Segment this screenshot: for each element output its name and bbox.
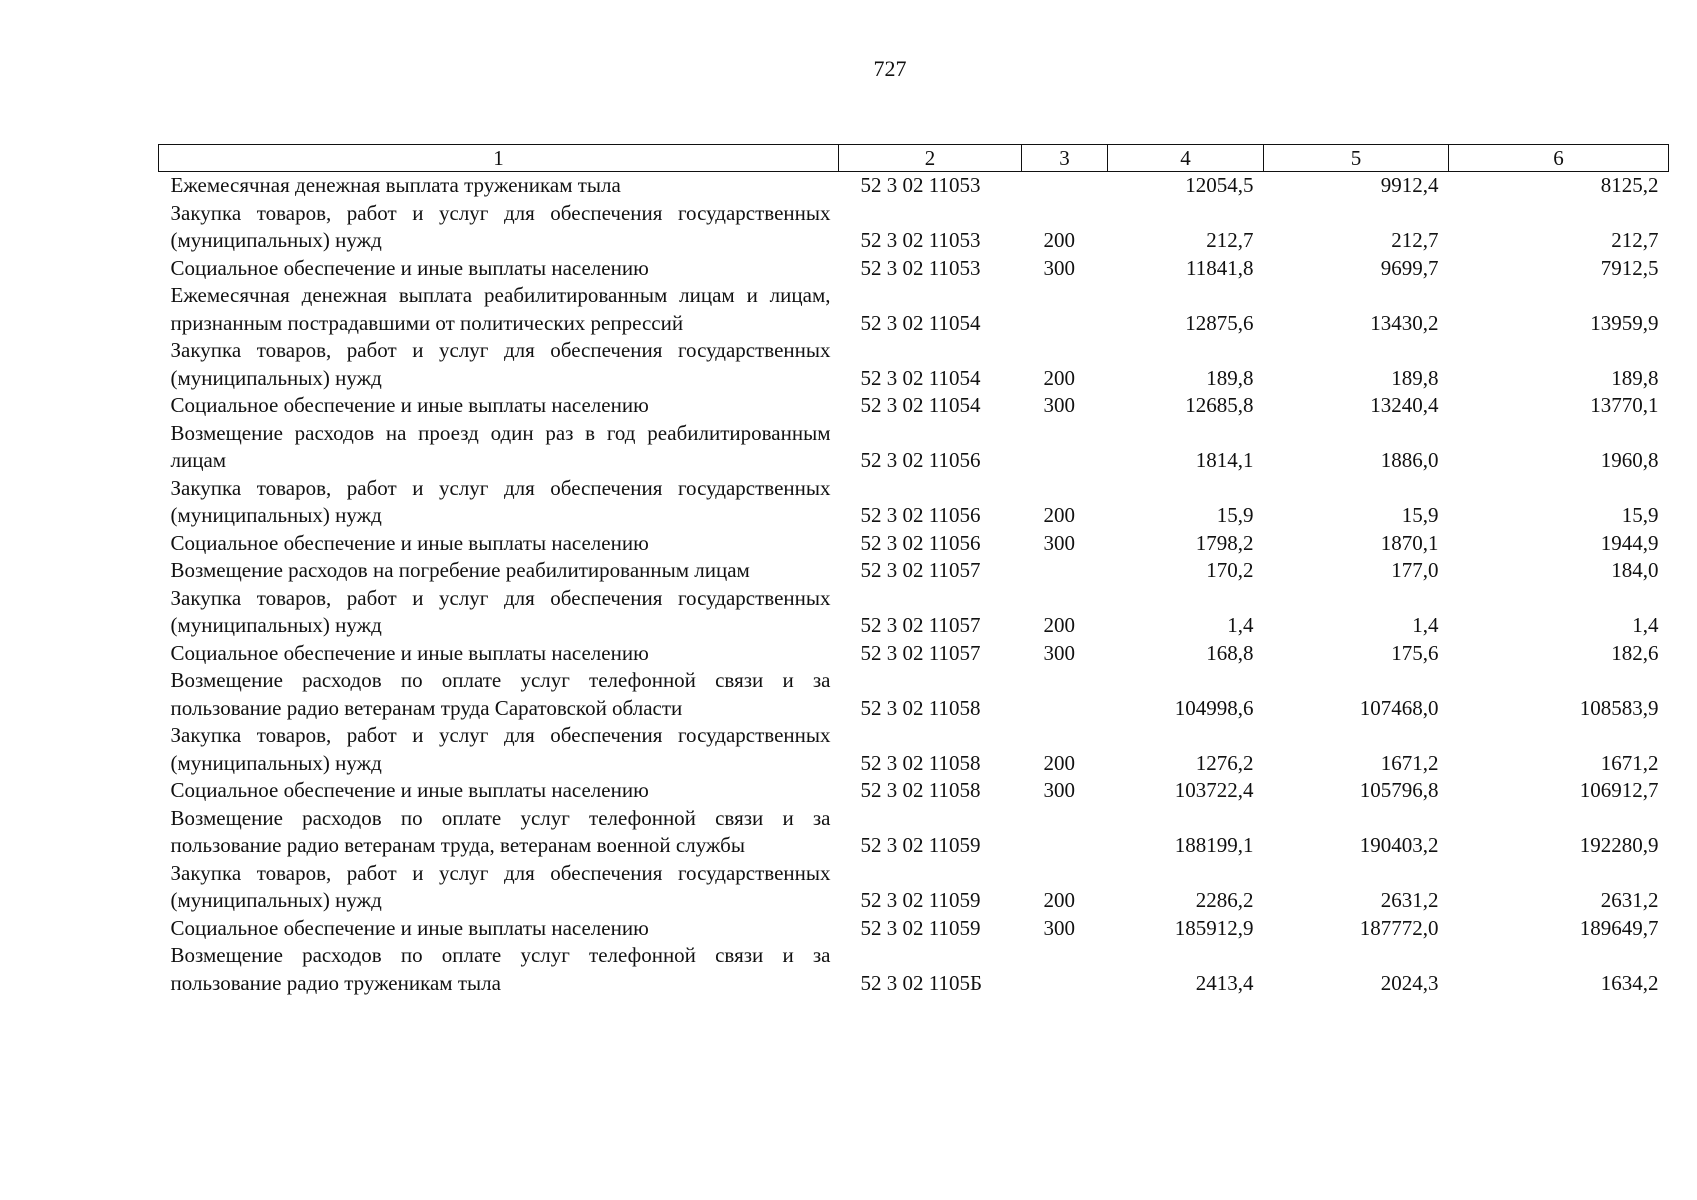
row-value-col-5: 13430,2 xyxy=(1370,310,1439,335)
table-row xyxy=(159,777,1669,805)
row-expense-type: 200 xyxy=(1043,228,1075,252)
row-name: Социальное обеспечение и иные выплаты населению xyxy=(170,778,649,802)
row-value-col-6: 7912,5 xyxy=(1600,255,1659,280)
row-value-col-5: 1870,1 xyxy=(1380,530,1439,555)
row-value-col-6: 182,6 xyxy=(1611,640,1659,665)
row-name: Закупка товаров, работ и услуг для обеспечения государственных (муниципальных) нужд xyxy=(170,475,831,527)
table-row xyxy=(159,475,1669,530)
row-value-col-6: 189,8 xyxy=(1611,365,1659,390)
row-value-col-4: 103722,4 xyxy=(1174,778,1254,802)
table-row xyxy=(159,805,1669,860)
row-value-col-5: 105796,8 xyxy=(1359,778,1439,802)
row-expense-type: 200 xyxy=(1043,888,1075,912)
table-row xyxy=(159,557,1669,585)
row-expense-type xyxy=(1022,805,1108,860)
row-code: 52 3 02 11056 xyxy=(860,448,981,472)
row-value-col-4: 1,4 xyxy=(1227,613,1254,637)
row-name: Ежемесячная денежная выплата труженикам тыла xyxy=(170,173,621,197)
row-expense-type: 300 xyxy=(1043,393,1075,417)
row-expense-type xyxy=(1022,667,1108,722)
row-code: 52 3 02 11059 xyxy=(860,888,981,912)
row-value-col-6: 1,4 xyxy=(1632,613,1659,637)
row-value-col-6: 1671,2 xyxy=(1600,750,1659,775)
row-value-col-4: 1276,2 xyxy=(1195,750,1254,775)
row-name: Возмещение расходов по оплате услуг телефонной связи и за пользование радио ветеранам труда Саратовской области xyxy=(170,668,831,720)
table-row xyxy=(159,282,1669,337)
row-value-col-5: 1,4 xyxy=(1412,613,1439,637)
row-expense-type: 200 xyxy=(1043,750,1075,775)
row-name: Закупка товаров, работ и услуг для обеспечения государственных (муниципальных) нужд xyxy=(170,200,831,252)
row-name: Возмещение расходов на погребение реабилитированным лицам xyxy=(170,558,750,582)
row-expense-type xyxy=(1022,420,1108,475)
budget-table xyxy=(158,144,1669,997)
row-value-col-6: 13770,1 xyxy=(1590,393,1659,417)
row-value-col-4: 212,7 xyxy=(1206,228,1254,252)
row-expense-type: 200 xyxy=(1043,365,1075,390)
row-code: 52 3 02 11054 xyxy=(860,365,981,390)
table-row xyxy=(159,722,1669,777)
row-code: 52 3 02 11058 xyxy=(860,778,981,802)
row-name: Возмещение расходов на проезд один раз в год реабилитированным лицам xyxy=(170,420,831,472)
row-value-col-5: 107468,0 xyxy=(1359,695,1439,720)
row-expense-type xyxy=(1022,557,1108,585)
row-expense-type xyxy=(1022,942,1108,997)
row-value-col-6: 212,7 xyxy=(1611,228,1659,252)
row-value-col-5: 13240,4 xyxy=(1370,393,1439,417)
row-value-col-6: 1960,8 xyxy=(1600,448,1659,472)
table-row xyxy=(159,392,1669,420)
row-value-col-6: 1634,2 xyxy=(1600,970,1659,995)
row-name: Закупка товаров, работ и услуг для обеспечения государственных (муниципальных) нужд xyxy=(170,860,831,912)
row-code: 52 3 02 11057 xyxy=(860,640,981,665)
row-name: Социальное обеспечение и иные выплаты населению xyxy=(170,255,649,280)
row-expense-type: 300 xyxy=(1043,778,1075,802)
row-name: Возмещение расходов по оплате услуг телефонной связи и за пользование радио ветеранам труда, ветеранам военной службы xyxy=(170,805,831,857)
row-value-col-4: 12875,6 xyxy=(1185,310,1254,335)
row-code: 52 3 02 11057 xyxy=(860,558,981,582)
row-value-col-4: 168,8 xyxy=(1206,640,1254,665)
table-row xyxy=(159,915,1669,943)
table-row xyxy=(159,337,1669,392)
row-code: 52 3 02 11058 xyxy=(860,750,981,775)
row-code: 52 3 02 11059 xyxy=(860,833,981,857)
table-body xyxy=(159,172,1669,998)
row-value-col-4: 2413,4 xyxy=(1195,970,1254,995)
row-expense-type: 300 xyxy=(1043,915,1075,940)
row-value-col-6: 184,0 xyxy=(1611,558,1659,582)
row-value-col-4: 2286,2 xyxy=(1195,888,1254,912)
row-value-col-6: 15,9 xyxy=(1621,503,1659,527)
row-value-col-5: 175,6 xyxy=(1391,640,1439,665)
table-row xyxy=(159,530,1669,558)
row-value-col-4: 15,9 xyxy=(1216,503,1254,527)
row-code: 52 3 02 11053 xyxy=(860,173,981,197)
row-expense-type: 300 xyxy=(1043,255,1075,280)
row-code: 52 3 02 1105Б xyxy=(860,970,983,995)
row-value-col-4: 185912,9 xyxy=(1174,915,1254,940)
header-col-4: 4 xyxy=(1108,145,1264,172)
row-name: Ежемесячная денежная выплата реабилитированным лицам и лицам, признанным пострадавшими от политических репрессий xyxy=(170,283,831,335)
row-code: 52 3 02 11054 xyxy=(860,393,981,417)
row-value-col-5: 189,8 xyxy=(1391,365,1439,390)
header-row xyxy=(159,145,1669,172)
row-name: Социальное обеспечение и иные выплаты населению xyxy=(170,393,649,417)
row-value-col-4: 11841,8 xyxy=(1186,255,1254,280)
table-row xyxy=(159,200,1669,255)
row-name: Социальное обеспечение и иные выплаты населению xyxy=(170,530,649,555)
row-value-col-4: 104998,6 xyxy=(1174,695,1254,720)
row-code: 52 3 02 11056 xyxy=(860,530,981,555)
row-value-col-6: 8125,2 xyxy=(1600,173,1659,197)
row-value-col-5: 9912,4 xyxy=(1380,173,1439,197)
row-value-col-6: 189649,7 xyxy=(1579,915,1659,940)
table-row xyxy=(159,585,1669,640)
header-col-2: 2 xyxy=(839,145,1022,172)
page-number: 727 xyxy=(873,56,907,81)
row-value-col-4: 12054,5 xyxy=(1185,173,1254,197)
row-value-col-4: 12685,8 xyxy=(1185,393,1254,417)
row-code: 52 3 02 11056 xyxy=(860,503,981,527)
table-row xyxy=(159,172,1669,200)
row-expense-type: 200 xyxy=(1043,503,1075,527)
table-row xyxy=(159,640,1669,668)
header-col-3: 3 xyxy=(1022,145,1108,172)
row-value-col-4: 188199,1 xyxy=(1174,833,1254,857)
row-value-col-6: 1944,9 xyxy=(1600,530,1659,555)
row-value-col-5: 212,7 xyxy=(1391,228,1439,252)
row-value-col-5: 2631,2 xyxy=(1380,888,1439,912)
row-value-col-6: 106912,7 xyxy=(1579,778,1659,802)
row-expense-type: 300 xyxy=(1043,530,1075,555)
header-col-1: 1 xyxy=(159,145,839,172)
row-code: 52 3 02 11053 xyxy=(860,255,981,280)
row-code: 52 3 02 11054 xyxy=(860,310,981,335)
row-name: Возмещение расходов по оплате услуг телефонной связи и за пользование радио труженикам тыла xyxy=(170,943,831,995)
row-expense-type xyxy=(1022,172,1108,200)
row-code: 52 3 02 11053 xyxy=(860,228,981,252)
row-value-col-6: 2631,2 xyxy=(1600,888,1659,912)
row-value-col-4: 1798,2 xyxy=(1195,530,1254,555)
row-value-col-6: 13959,9 xyxy=(1590,310,1659,335)
row-value-col-5: 1886,0 xyxy=(1380,448,1439,472)
row-code: 52 3 02 11058 xyxy=(860,695,981,720)
row-code: 52 3 02 11057 xyxy=(860,613,981,637)
row-name: Закупка товаров, работ и услуг для обеспечения государственных (муниципальных) нужд xyxy=(170,338,831,390)
row-value-col-5: 15,9 xyxy=(1401,503,1439,527)
row-value-col-4: 170,2 xyxy=(1206,558,1254,582)
row-value-col-6: 192280,9 xyxy=(1579,833,1659,857)
row-value-col-5: 1671,2 xyxy=(1380,750,1439,775)
row-value-col-5: 177,0 xyxy=(1391,558,1439,582)
row-value-col-5: 190403,2 xyxy=(1359,833,1439,857)
row-code: 52 3 02 11059 xyxy=(860,915,981,940)
row-name: Закупка товаров, работ и услуг для обеспечения государственных (муниципальных) нужд xyxy=(170,585,831,637)
row-expense-type: 200 xyxy=(1043,613,1075,637)
header-col-6: 6 xyxy=(1449,145,1669,172)
row-value-col-5: 2024,3 xyxy=(1380,970,1439,995)
table-row xyxy=(159,667,1669,722)
row-value-col-5: 9699,7 xyxy=(1380,255,1439,280)
table-row xyxy=(159,942,1669,997)
row-name: Закупка товаров, работ и услуг для обеспечения государственных (муниципальных) нужд xyxy=(170,723,831,775)
table-row xyxy=(159,420,1669,475)
row-expense-type xyxy=(1022,282,1108,337)
row-value-col-4: 1814,1 xyxy=(1195,448,1254,472)
row-name: Социальное обеспечение и иные выплаты населению xyxy=(170,640,649,665)
row-name: Социальное обеспечение и иные выплаты населению xyxy=(170,915,649,940)
table-row xyxy=(159,255,1669,283)
row-value-col-6: 108583,9 xyxy=(1579,695,1659,720)
row-expense-type: 300 xyxy=(1043,640,1075,665)
row-value-col-5: 187772,0 xyxy=(1359,915,1439,940)
header-col-5: 5 xyxy=(1264,145,1449,172)
table-row xyxy=(159,860,1669,915)
row-value-col-4: 189,8 xyxy=(1206,365,1254,390)
